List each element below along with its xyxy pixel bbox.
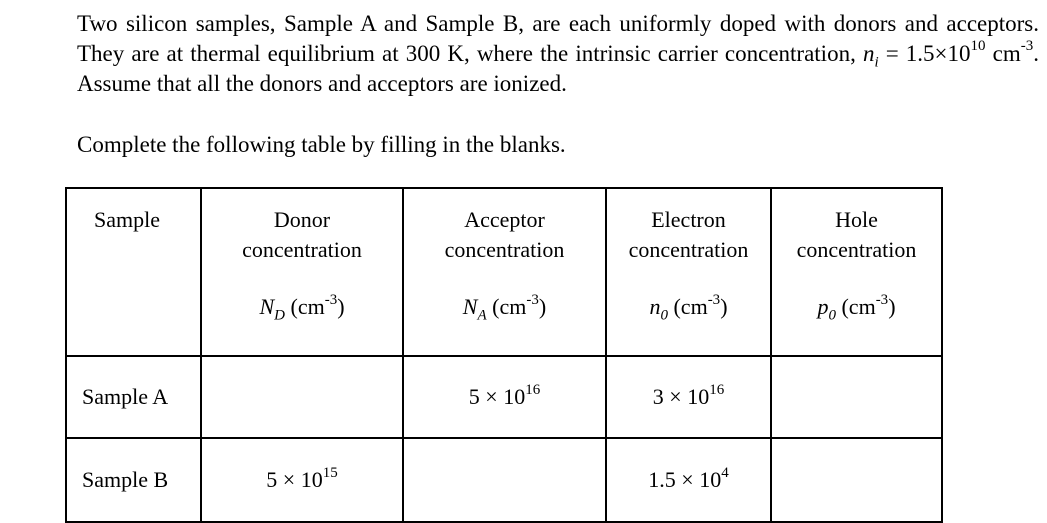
header-electron-unit: $n_0$ $(cm^{-3})$: [649, 291, 728, 324]
header-acceptor: Acceptor concentration $N_A$ $(cm^{-3})$: [403, 188, 606, 356]
table-header-row: [66, 188, 942, 356]
blank-cell: [771, 356, 942, 438]
problem-statement: [77, 9, 1039, 99]
header-hole: Hole concentration $p_0$ $(cm^{-3})$: [771, 188, 942, 356]
acceptor-value: $5 \times 10^{16}$: [403, 356, 606, 438]
ni-symbol: n: [862, 41, 875, 66]
blank-cell: [403, 438, 606, 522]
table-row-sample-b: [66, 438, 942, 522]
row-label: Sample B: [66, 438, 201, 522]
instruction-text: Complete the following table by filling in the blanks.: [77, 132, 566, 157]
ni-unit: cm: [985, 41, 1021, 66]
donor-value: $5 \times 10^{15}$: [201, 438, 403, 522]
electron-value: $1.5 \times 10^4$: [606, 438, 771, 522]
blank-cell: [771, 438, 942, 522]
header-hole-unit: $p_0$ $(cm^{-3})$: [817, 291, 896, 324]
intro-text: Two silicon samples, Sample A and Sample B, are each uniformly doped with donors and acceptors. They are at thermal equilibrium at 300 K, where the intrinsic carrier concentration,: [77, 11, 1039, 66]
header-donor-unit: $N_D$ $(cm^{-3})$: [259, 291, 345, 324]
row-label: Sample A: [66, 356, 201, 438]
blank-cell: [201, 356, 403, 438]
header-acceptor-unit: $N_A$ $(cm^{-3})$: [462, 291, 547, 324]
ni-unit-exponent: -3: [1020, 38, 1034, 55]
electron-value: $3 \times 10^{16}$: [606, 356, 771, 438]
ni-subscript: i: [874, 54, 879, 71]
ni-value: = 1.5×10: [878, 41, 971, 66]
ni-exponent: 10: [970, 38, 986, 55]
header-donor: Donor concentration $N_D$ $(cm^{-3})$: [201, 188, 403, 356]
concentration-table: [65, 187, 943, 523]
header-electron: Electron concentration $n_0$ $(cm^{-3})$: [606, 188, 771, 356]
table-row-sample-a: [66, 356, 942, 438]
header-sample: Sample: [66, 188, 201, 356]
intro-text-end: . Assume that all the donors and acceptors are ionized.: [77, 41, 1039, 96]
